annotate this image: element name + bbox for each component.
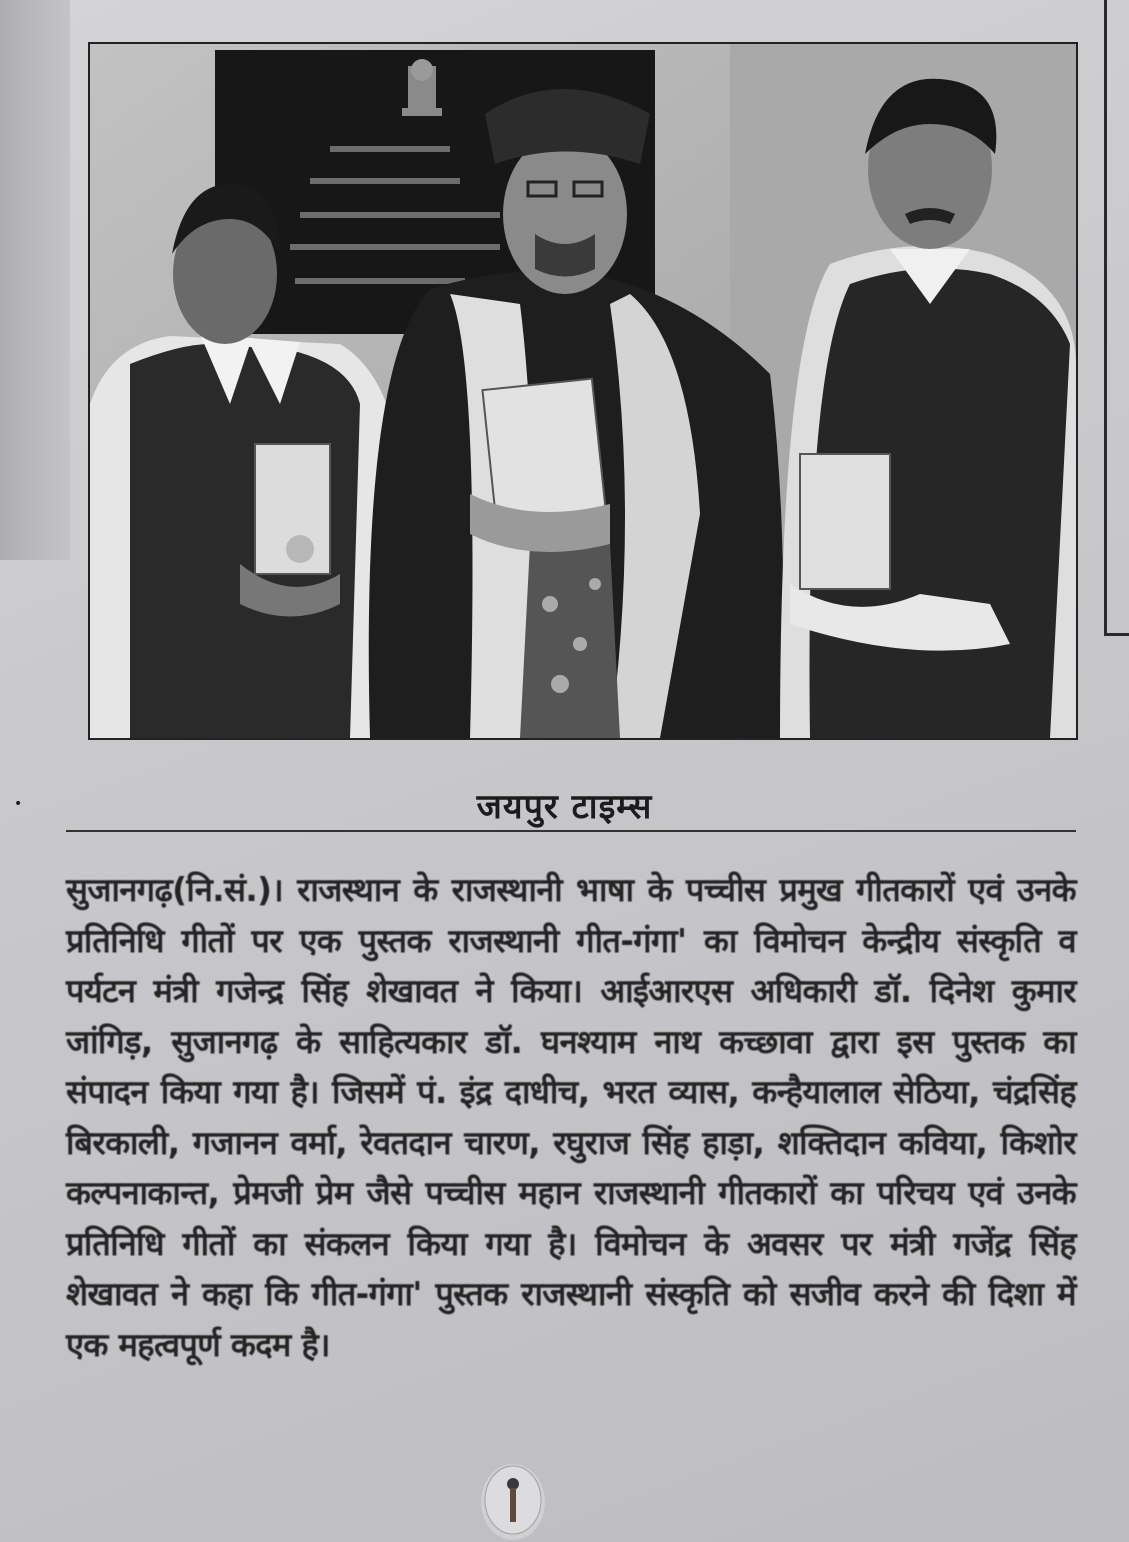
article-body: सुजानगढ़(नि.सं.)। राजस्थान के राजस्थानी भाषा के पच्चीस प्रमुख गीतकारों एवं उनके प्रतिनिधि गीतों पर एक पुस्तक राजस्थानी गीत-गंगा' का विमोचन केन्द्रीय संस्कृति व पर्यटन मंत्री गजेन्द्र सिंह शेखावत ने किया। आईआरएस अधिकारी डॉ. दिनेश कुमार जांगिड़, सुजानगढ़ के साहित्यकार डॉ. घनश्याम नाथ कच्छावा द्वारा इस पुस्तक का संपादन किया गया है। जिसमें पं. इंद्र दाधीच, भरत व्यास, कन्हैयालाल सेठिया, चंद्रसिंह बिरकाली, गजानन वर्मा, रेवतदान चारण, रघुराज सिंह हाड़ा, शक्तिदान कविया, किशोर कल्पनाकान्त, प्रेमजी प्रेम जैसे पच्चीस महान राजस्थानी गीतकारों का परिचय एवं उनके प्रतिनिधि गीतों का संकलन किया गया है। विमोचन के अवसर पर मंत्री गजेंद्र सिंह शेखावत ने कहा कि गीत-गंगा' पुस्तक राजस्थानी संस्कृति को सजीव करने की दिशा में एक महत्वपूर्ण कदम है। <box>66 871 1076 1364</box>
national-emblem-icon <box>402 59 442 116</box>
print-mark: • <box>14 796 23 812</box>
column-rule <box>1104 0 1107 635</box>
column-rule-corner <box>1104 633 1129 636</box>
heading-rule <box>66 830 1076 832</box>
newspaper-source-heading: जयपुर टाइम्स <box>476 787 653 827</box>
paper-fold-shadow <box>0 0 70 560</box>
pin-icon <box>478 1462 548 1542</box>
news-photo <box>88 42 1078 740</box>
